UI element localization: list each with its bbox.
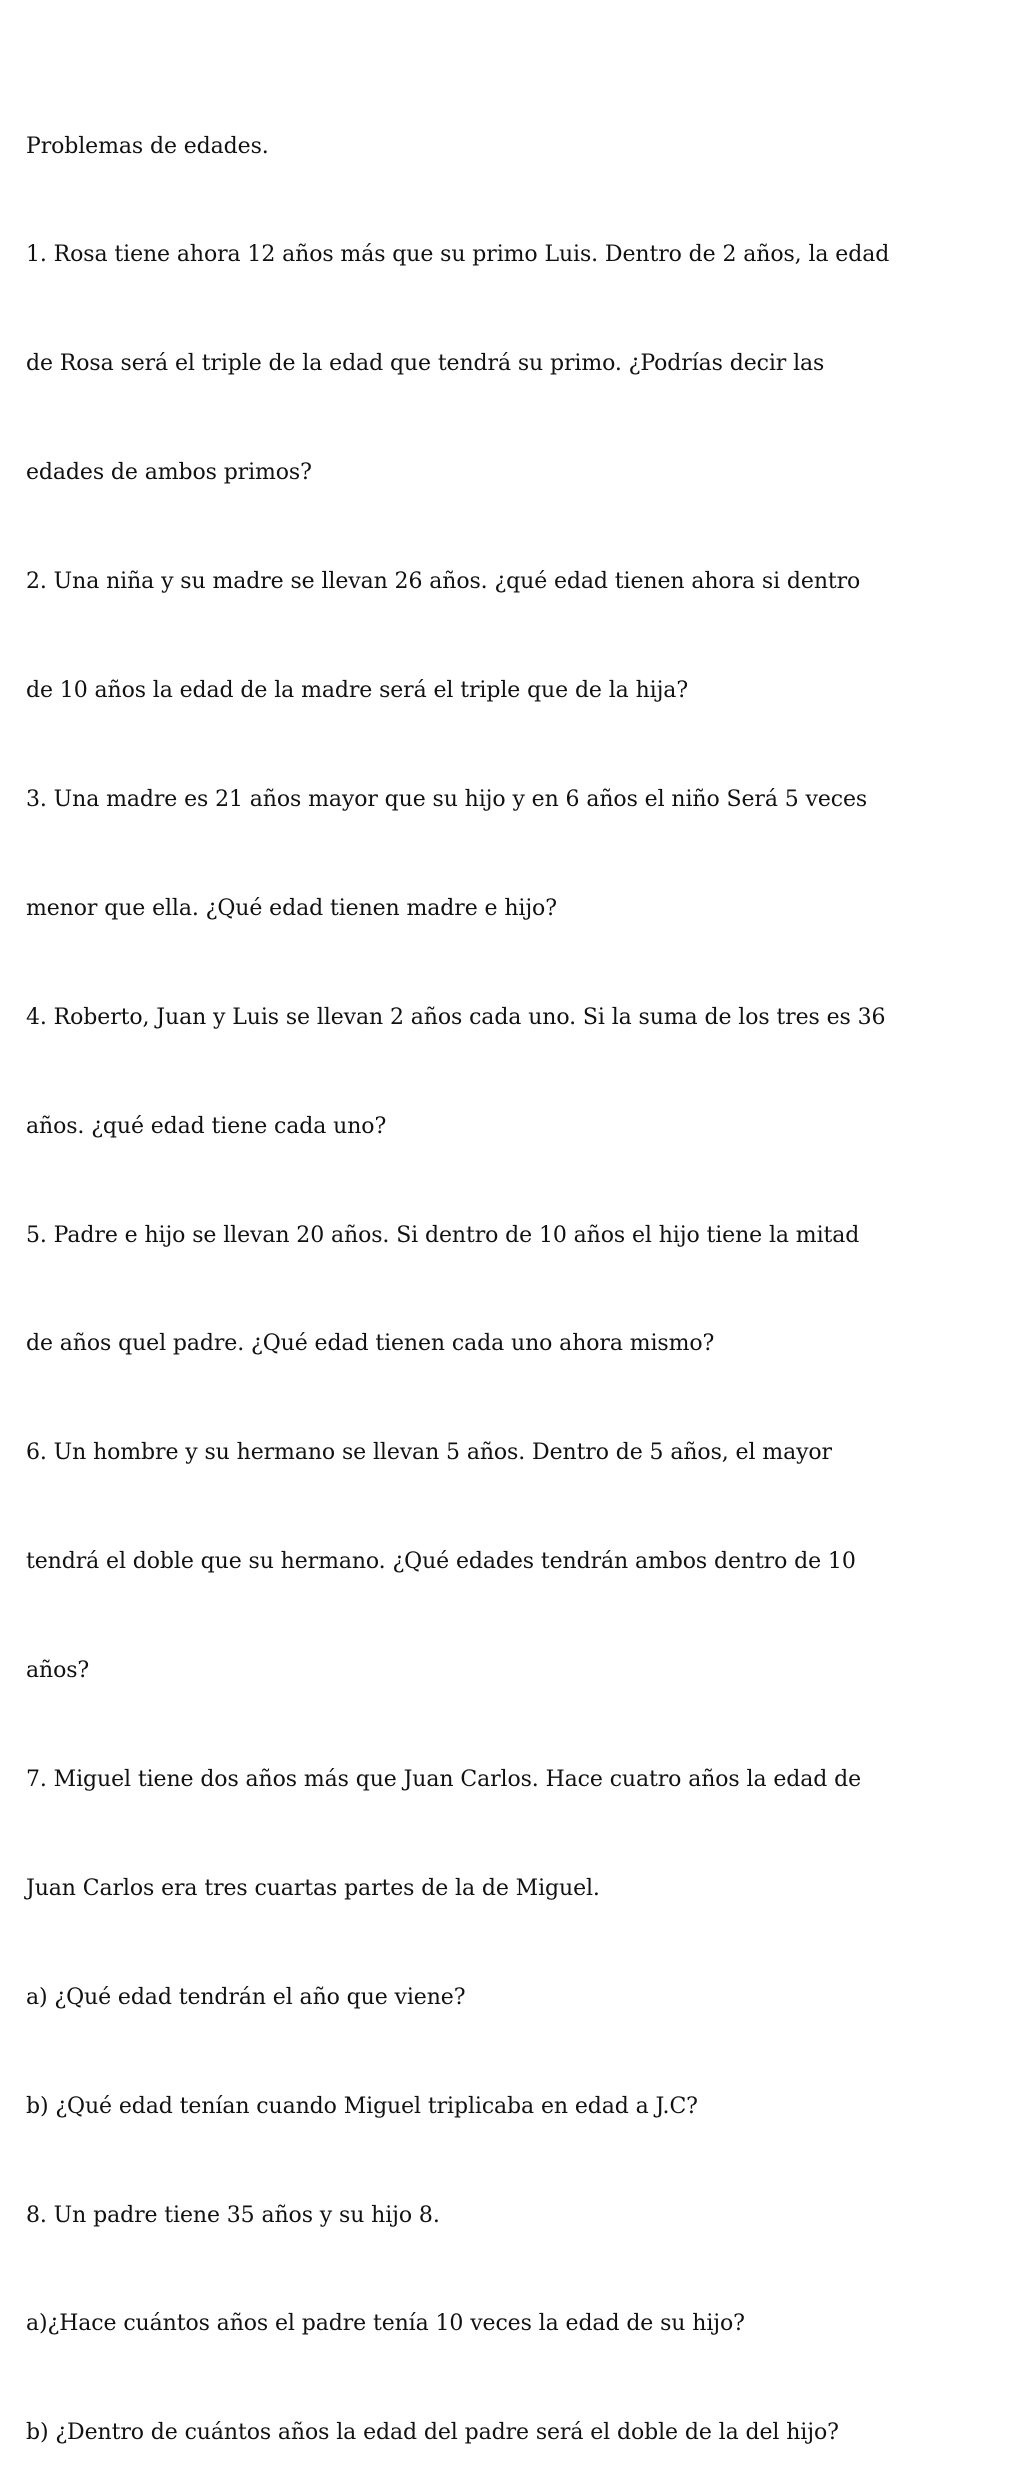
- problem-7-line-2: Juan Carlos era tres cuartas partes de la de Miguel.: [26, 1875, 600, 1901]
- problem-6-line-2: tendrá el doble que su hermano. ¿Qué edades tendrán ambos dentro de 10: [26, 1549, 856, 1575]
- problem-4-line-2: años. ¿qué edad tiene cada uno?: [26, 1113, 387, 1139]
- problem-5-line-1: 5. Padre e hijo se llevan 20 años. Si dentro de 10 años el hijo tiene la mitad: [26, 1222, 860, 1248]
- problem-1-line-3: edades de ambos primos?: [26, 460, 312, 486]
- problem-1-line-2: de Rosa será el triple de la edad que tendrá su primo. ¿Podrías decir las: [26, 351, 825, 377]
- problem-3-line-2: menor que ella. ¿Qué edad tienen madre e hijo?: [26, 895, 557, 921]
- problem-2-line-1: 2. Una niña y su madre se llevan 26 años. ¿qué edad tienen ahora si dentro: [26, 569, 861, 595]
- problem-4-line-1: 4. Roberto, Juan y Luis se llevan 2 años cada uno. Si la suma de los tres es 36: [26, 1004, 886, 1030]
- document-body: [26, 56, 1016, 2488]
- problem-8-part-a: a)¿Hace cuántos años el padre tenía 10 veces la edad de su hijo?: [26, 2311, 745, 2337]
- document-title: Problemas de edades.: [26, 133, 269, 159]
- problem-8-line-1: 8. Un padre tiene 35 años y su hijo 8.: [26, 2202, 440, 2228]
- problem-7-part-a: a) ¿Qué edad tendrán el año que viene?: [26, 1984, 466, 2010]
- problem-6-line-3: años?: [26, 1658, 90, 1684]
- problem-8-part-b: b) ¿Dentro de cuántos años la edad del padre será el doble de la del hijo?: [26, 2420, 839, 2446]
- problem-5-line-2: de años quel padre. ¿Qué edad tienen cada uno ahora mismo?: [26, 1331, 715, 1357]
- problem-7-line-1: 7. Miguel tiene dos años más que Juan Carlos. Hace cuatro años la edad de: [26, 1766, 862, 1792]
- problem-1-line-1: 1. Rosa tiene ahora 12 años más que su primo Luis. Dentro de 2 años, la edad: [26, 242, 890, 268]
- problem-7-part-b: b) ¿Qué edad tenían cuando Miguel triplicaba en edad a J.C?: [26, 2093, 698, 2119]
- problem-6-line-1: 6. Un hombre y su hermano se llevan 5 años. Dentro de 5 años, el mayor: [26, 1440, 832, 1466]
- problem-3-line-1: 3. Una madre es 21 años mayor que su hijo y en 6 años el niño Será 5 veces: [26, 786, 868, 812]
- problem-2-line-2: de 10 años la edad de la madre será el triple que de la hija?: [26, 678, 689, 704]
